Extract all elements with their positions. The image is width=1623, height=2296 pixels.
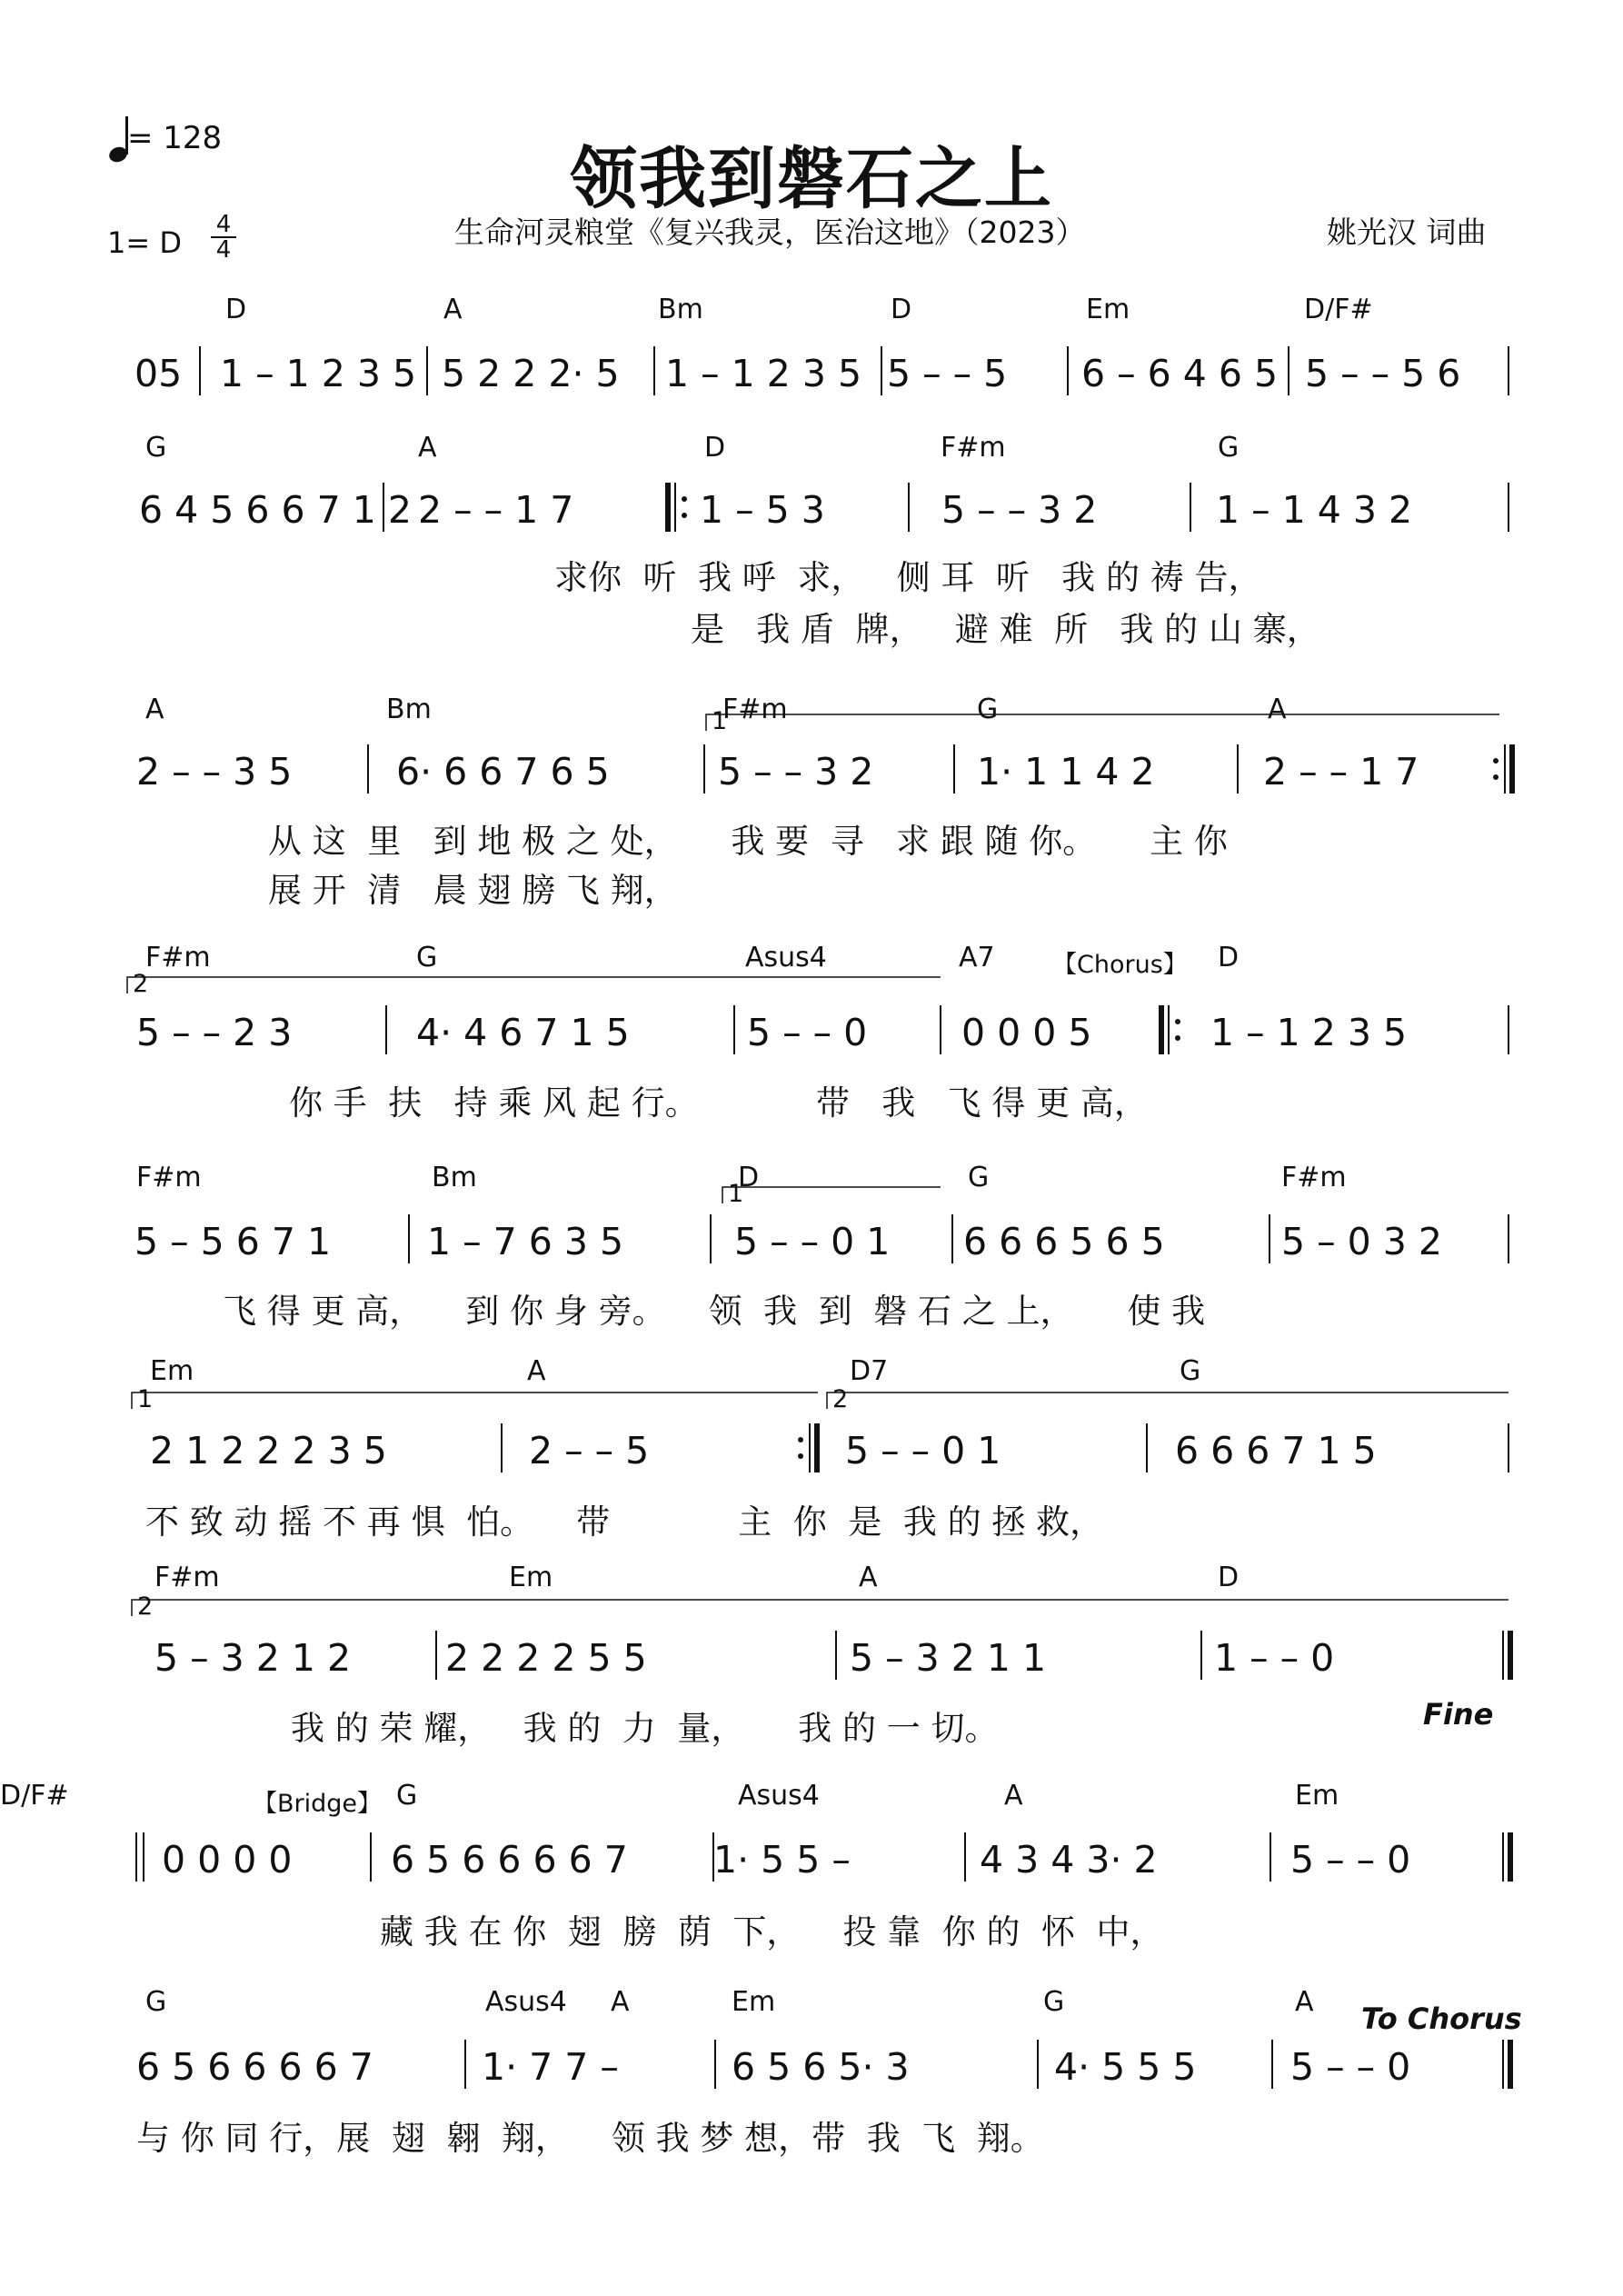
chord-symbol: Em <box>150 1355 194 1387</box>
note-group: 6· 6 6 7 6 5 <box>396 750 610 794</box>
chord-symbol: A7 <box>959 942 995 973</box>
note-group: 5 – – 5 6 <box>1305 352 1461 395</box>
time-signature-bottom: 4 <box>211 236 236 262</box>
chord-symbol: A <box>1268 694 1287 725</box>
chord-symbol: G <box>1043 1986 1065 2018</box>
chord-symbol: D <box>1218 1562 1240 1593</box>
lyric-line: 你 手 扶 持 乘 风 起 行。 带 我 飞 得 更 高， <box>289 1083 1148 1123</box>
note-group: 5 – – 0 <box>1290 2045 1411 2089</box>
score-system <box>136 694 1419 910</box>
chord-symbol: Em <box>1295 1780 1339 1812</box>
note-group: 5 – – 0 <box>747 1011 868 1054</box>
chord-symbol: A <box>145 694 164 725</box>
note-group: 5 – – 0 1 <box>734 1220 891 1263</box>
score-system <box>136 942 1407 1123</box>
note-group: 6 – 6 4 6 5 <box>1081 352 1279 395</box>
volta-bracket <box>827 1385 1508 1413</box>
time-signature-top: 4 <box>215 211 232 238</box>
note-group: 1 – 1 2 3 5 <box>220 352 417 395</box>
chord-symbol: Asus4 <box>485 1986 567 2018</box>
chord-symbol: A <box>527 1355 546 1387</box>
tempo-marking: = 128 <box>127 120 223 156</box>
barline <box>1493 744 1512 794</box>
chord-symbol: D7 <box>850 1355 889 1387</box>
note-group: 6 6 6 7 1 5 <box>1175 1429 1377 1472</box>
chord-symbol: G <box>977 694 999 725</box>
chord-symbol: Em <box>732 1986 776 2018</box>
fine-marker: Fine <box>1423 1697 1494 1732</box>
note-group: 1 – – 0 <box>1214 1636 1335 1680</box>
note-group: 2 – – 1 7 <box>1263 750 1419 794</box>
chord-symbol: A <box>611 1986 630 2018</box>
lyric-line: 求你 听 我 呼 求， 侧 耳 听 我 的 祷 告， <box>554 558 1262 597</box>
note-group: 1· 1 1 4 2 <box>977 750 1155 794</box>
chord-symbol: D <box>1218 942 1240 973</box>
note-group: 5 – – 0 1 <box>845 1429 1001 1472</box>
note-group: 05 <box>134 352 183 395</box>
note-group: 5 – 0 3 2 <box>1281 1220 1442 1263</box>
note-group: 1 – 1 4 3 2 <box>1216 488 1413 532</box>
note-group: 5 – 3 2 1 2 <box>154 1636 352 1680</box>
score-system <box>145 1355 1377 1542</box>
score-system <box>136 1986 1410 2158</box>
note-group: 5 – – 3 2 <box>941 488 1098 532</box>
note-group: 5 – – 3 2 <box>718 750 874 794</box>
score-system <box>0 1780 1410 1952</box>
chord-symbol: F#m <box>1281 1162 1347 1193</box>
score-system <box>154 1562 1334 1748</box>
volta-number: 1 <box>728 1180 744 1208</box>
barline <box>1503 1631 1510 1680</box>
note-group: 5 – – 0 <box>1290 1838 1411 1882</box>
score-system <box>134 294 1460 395</box>
chord-symbol: Bm <box>432 1162 477 1193</box>
song-title: 领我到磐石之上 <box>570 140 1053 218</box>
chorus-marker: 【Chorus】 <box>1052 951 1188 979</box>
chord-symbol: G <box>416 942 438 973</box>
note-group: 1· 5 5 – <box>713 1838 851 1882</box>
composer-credit: 姚光汉 词曲 <box>1327 215 1487 250</box>
volta-number: 2 <box>137 1592 154 1621</box>
lyric-line: 飞 得 更 高， 到 你 身 旁。 领 我 到 磐 石 之 上， 使 我 <box>223 1292 1206 1331</box>
note-group: 1· 7 7 – <box>482 2045 619 2089</box>
barline <box>1503 1832 1510 1882</box>
note-group: 0 0 0 0 <box>162 1838 293 1882</box>
chord-symbol: D <box>891 294 912 325</box>
chord-symbol: F#m <box>136 1162 202 1193</box>
chord-symbol: G <box>968 1162 990 1193</box>
note-group: 0 0 0 5 <box>961 1011 1092 1054</box>
chord-symbol: F#m <box>722 694 788 725</box>
chord-symbol: G <box>145 432 167 464</box>
note-group: 5 – – 2 3 <box>136 1011 293 1054</box>
chord-symbol: D <box>738 1162 760 1193</box>
volta-bracket <box>132 1385 818 1413</box>
volta-number: 2 <box>832 1385 849 1413</box>
barline <box>798 1423 817 1472</box>
barline <box>668 483 687 532</box>
chord-symbol: D/F# <box>1304 294 1373 325</box>
chord-symbol: G <box>396 1780 418 1812</box>
note-group: 6 6 6 5 6 5 <box>963 1220 1165 1263</box>
chord-symbol: Em <box>1086 294 1130 325</box>
note-group: 2 2 2 2 5 5 <box>445 1636 647 1680</box>
score-system <box>139 432 1412 649</box>
chord-symbol: A <box>418 432 437 464</box>
chord-symbol: Bm <box>386 694 432 725</box>
chord-symbol: A <box>443 294 463 325</box>
chord-symbol: G <box>145 1986 167 2018</box>
note-group: 5 – 3 2 1 1 <box>850 1636 1047 1680</box>
to-chorus-marker: To Chorus <box>1361 2002 1522 2036</box>
lyric-line: 藏 我 在 你 翅 膀 荫 下， 投 靠 你 的 怀 中， <box>380 1912 1164 1952</box>
chord-symbol: D/F# <box>0 1780 69 1812</box>
barline <box>1503 2040 1510 2089</box>
note-group: 6 4 5 6 6 7 1 2 <box>139 488 412 532</box>
lyric-line: 是 我 盾 牌， 避 难 所 我 的 山 寨， <box>691 610 1320 649</box>
note-group: 2 – – 3 5 <box>136 750 293 794</box>
chord-symbol: Em <box>509 1562 553 1593</box>
lyric-line: 从 这 里 到 地 极 之 处， 我 要 寻 求 跟 随 你。 主 你 <box>268 822 1228 861</box>
note-group: 2 – – 5 <box>529 1429 650 1472</box>
chord-symbol: Asus4 <box>738 1780 820 1812</box>
volta-number: 1 <box>712 707 728 735</box>
chord-symbol: F#m <box>154 1562 220 1593</box>
volta-number: 1 <box>137 1385 154 1413</box>
lyric-line: 不 致 动 摇 不 再 惧 怕。 带 主 你 是 我 的 拯 救， <box>145 1502 1104 1542</box>
song-subtitle: 生命河灵粮堂《复兴我灵，医治这地》（2023） <box>454 215 1086 250</box>
chord-symbol: A <box>1295 1986 1314 2018</box>
note-group: 4· 5 5 5 <box>1054 2045 1197 2089</box>
chord-symbol: F#m <box>145 942 211 973</box>
note-group: 2 – – 1 7 <box>418 488 574 532</box>
lyric-line: 我 的 荣 耀， 我 的 力 量， 我 的 一 切。 <box>291 1709 999 1748</box>
chord-symbol: A <box>859 1562 878 1593</box>
note-group: 6 5 6 6 6 6 7 <box>391 1838 628 1882</box>
barline <box>1161 1005 1180 1054</box>
chord-symbol: F#m <box>941 432 1006 464</box>
chord-symbol: D <box>704 432 726 464</box>
volta-bracket <box>127 970 941 998</box>
volta-bracket <box>132 1592 1508 1621</box>
note-group: 4 3 4 3· 2 <box>980 1838 1158 1882</box>
note-group: 5 2 2 2· 5 <box>442 352 620 395</box>
note-group: 6 5 6 6 6 6 7 <box>136 2045 373 2089</box>
note-group: 4· 4 6 7 1 5 <box>416 1011 630 1054</box>
bridge-marker: 【Bridge】 <box>253 1790 383 1818</box>
chord-symbol: Asus4 <box>745 942 827 973</box>
note-group: 5 – – 5 <box>887 352 1008 395</box>
lyric-line: 展 开 清 晨 翅 膀 飞 翔， <box>268 871 678 910</box>
note-group: 2 1 2 2 2 3 5 <box>150 1429 387 1472</box>
note-group: 1 – 1 2 3 5 <box>1210 1011 1408 1054</box>
chord-symbol: Bm <box>658 294 703 325</box>
note-group: 1 – 1 2 3 5 <box>665 352 862 395</box>
key-signature: 1= D <box>107 225 182 260</box>
chord-symbol: A <box>1004 1780 1023 1812</box>
note-group: 5 – 5 6 7 1 <box>134 1220 332 1263</box>
volta-number: 2 <box>133 970 149 998</box>
volta-bracket <box>706 707 1499 735</box>
chord-symbol: G <box>1218 432 1240 464</box>
note-group: 6 5 6 5· 3 <box>732 2045 910 2089</box>
note-group: 1 – 5 3 <box>700 488 825 532</box>
chord-symbol: D <box>225 294 247 325</box>
chord-symbol: G <box>1180 1355 1201 1387</box>
note-group: 1 – 7 6 3 5 <box>427 1220 624 1263</box>
lyric-line: 与 你 同 行，展 翅 翱 翔， 领 我 梦 想，带 我 飞 翔。 <box>136 2119 1044 2158</box>
